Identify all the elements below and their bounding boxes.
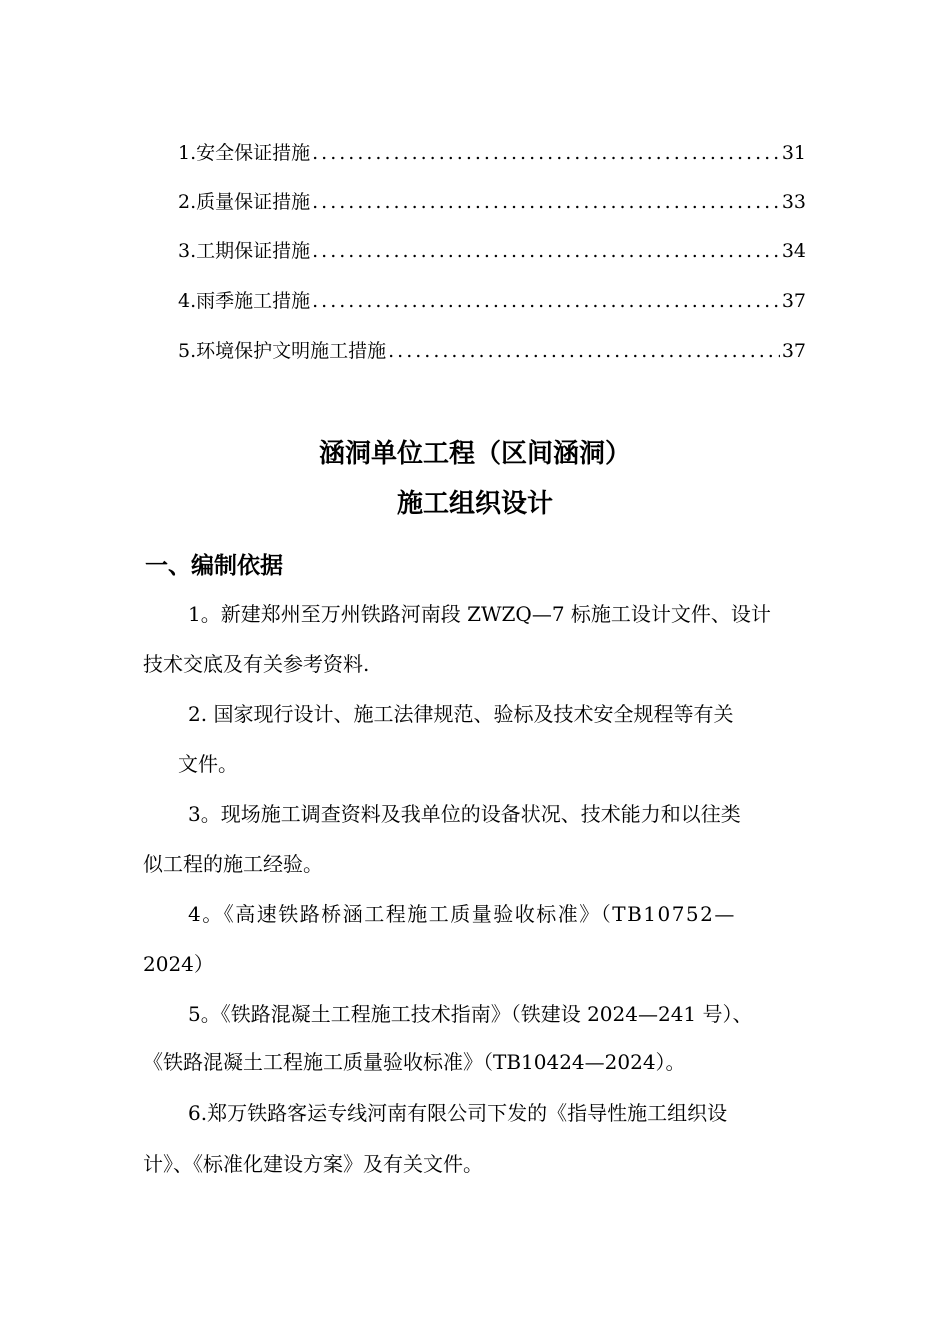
paragraph-line: 《铁路混凝土工程施工质量验收标准》（TB10424—2024）。 — [143, 1050, 686, 1074]
toc-entry-page: 37 — [781, 290, 806, 312]
toc-leader-dots — [388, 340, 780, 362]
paragraph-line: 5。《铁路混凝土工程施工技术指南》（铁建设 2024—241 号）、 — [188, 1002, 753, 1026]
section-heading: 一、编制依据 — [145, 553, 283, 579]
paragraph-line: 2. 国家现行设计、施工法律规范、验标及技术安全规程等有关 — [188, 702, 734, 726]
document-title: 涵洞单位工程（区间涵洞） — [318, 439, 631, 469]
toc-entry[interactable] — [178, 187, 806, 217]
toc-entry-page: 31 — [781, 142, 806, 164]
document-subtitle: 施工组织设计 — [396, 489, 553, 519]
paragraph-line: 1。新建郑州至万州铁路河南段 ZWZQ—7 标施工设计文件、设计 — [188, 602, 771, 626]
paragraph-line: 6.郑万铁路客运专线河南有限公司下发的《指导性施工组织设 — [188, 1101, 728, 1125]
toc-entry-page: 37 — [781, 340, 806, 362]
toc-entry[interactable] — [178, 286, 806, 316]
paragraph-line: 文件。 — [178, 752, 238, 776]
toc-entry[interactable] — [178, 336, 806, 366]
toc-entry[interactable] — [178, 138, 806, 168]
toc-entry[interactable] — [178, 236, 806, 266]
paragraph-line: 计》、《标准化建设方案》及有关文件。 — [143, 1152, 483, 1176]
toc-entry-label: 1.安全保证措施 — [178, 142, 311, 164]
toc-entry-label: 3.工期保证措施 — [178, 240, 311, 262]
paragraph-line: 技术交底及有关参考资料. — [143, 652, 370, 676]
toc-leader-dots — [312, 191, 780, 213]
toc-leader-dots — [312, 142, 780, 164]
toc-entry-label: 4.雨季施工措施 — [178, 290, 311, 312]
paragraph-line: 4。《高速铁路桥涵工程施工质量验收标准》（TB10752— — [188, 902, 736, 926]
toc-leader-dots — [312, 290, 780, 312]
toc-leader-dots — [312, 240, 780, 262]
toc-entry-page: 34 — [781, 240, 806, 262]
paragraph-line: 似工程的施工经验。 — [143, 852, 323, 876]
toc-entry-page: 33 — [781, 191, 806, 213]
paragraph-line: 3。现场施工调查资料及我单位的设备状况、技术能力和以往类 — [188, 802, 741, 826]
toc-entry-label: 5.环境保护文明施工措施 — [178, 340, 387, 362]
toc-entry-label: 2.质量保证措施 — [178, 191, 311, 213]
paragraph-line: 2024） — [143, 952, 214, 976]
